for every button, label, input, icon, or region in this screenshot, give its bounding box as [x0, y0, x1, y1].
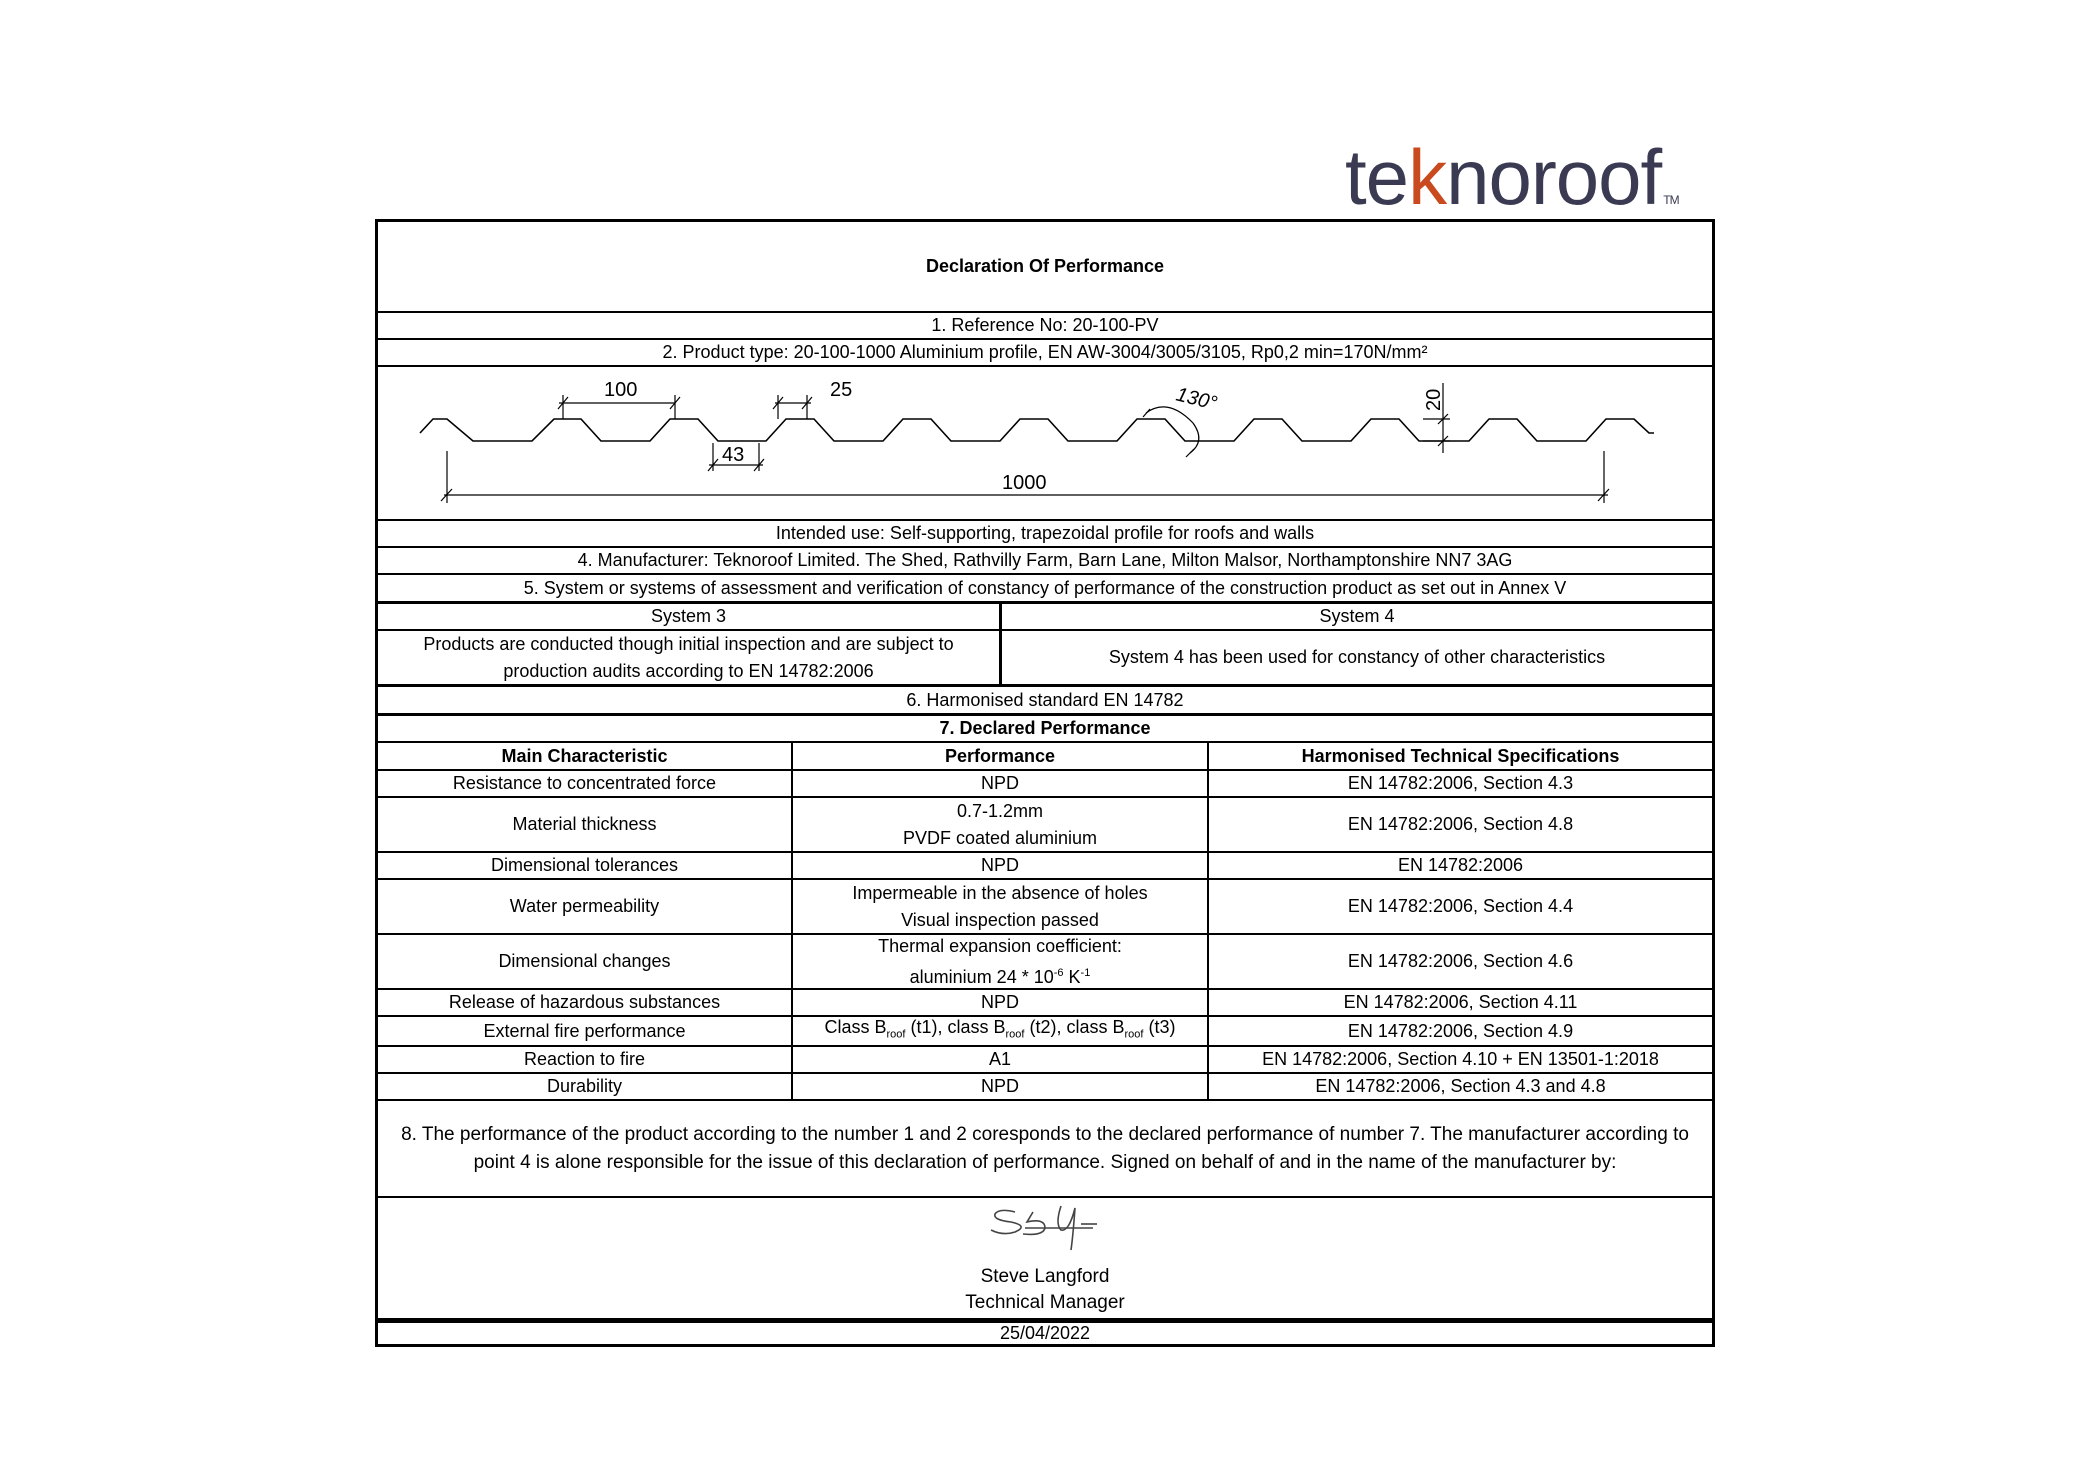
handwritten-signature-icon [985, 1198, 1105, 1260]
cell-characteristic: Release of hazardous substances [378, 990, 793, 1015]
manufacturer-row [378, 548, 1712, 575]
table-row [378, 771, 1712, 798]
cell-performance: NPD [793, 990, 1209, 1015]
teknoroof-logo: teknoroof TM [1345, 133, 1679, 221]
cell-specification: EN 14782:2006, Section 4.4 [1347, 896, 1574, 916]
system-3-text-line-2: production audits according to EN 14782:2006 [503, 660, 874, 681]
reference-row [378, 313, 1712, 340]
cell-characteristic: Material thickness [378, 798, 793, 851]
cell-specification: EN 14782:2006, Section 4.6 [1347, 951, 1574, 971]
cell-characteristic: Dimensional changes [378, 935, 793, 988]
profile-outline [420, 419, 1654, 441]
performance-table-header [378, 743, 1712, 771]
manufacturer-text: 4. Manufacturer: Teknoroof Limited. The Shed, Rathvilly Farm, Barn Lane, Milton Malsor, Northamptonshire NN7 3AG [577, 550, 1513, 570]
cell-specification: EN 14782:2006, Section 4.8 [1347, 814, 1574, 834]
cell-performance [793, 935, 1209, 988]
dim-pitch-label: 100 [604, 379, 638, 401]
cell-characteristic: Water permeability [378, 880, 793, 933]
cell-performance: NPD [793, 853, 1209, 878]
fire-performance-text: Class $B_{roof}$ (t1), class $B_{roof}$ (t2), class $B_{roof}$ (t3) [824, 1016, 1176, 1041]
system-4-label: System 4 [1319, 606, 1395, 626]
dim-top-label: 25 [830, 379, 853, 401]
system-heading-row [378, 575, 1712, 604]
product-type-row [378, 340, 1712, 367]
table-row [378, 1047, 1712, 1074]
dim-top-lines [773, 395, 812, 419]
cell-performance: NPD [793, 1074, 1209, 1099]
header-main-characteristic: Main Characteristic [378, 743, 793, 769]
table-row [378, 935, 1712, 990]
trapezoidal-profile-drawing [378, 367, 1712, 519]
cell-specification: EN 14782:2006, Section 4.10 + EN 13501-1:2018 [1262, 1049, 1659, 1069]
cell-characteristic: External fire performance [378, 1017, 793, 1045]
cell-characteristic: Durability [378, 1074, 793, 1099]
declaration-document [375, 219, 1715, 1347]
date-row [378, 1320, 1712, 1344]
cell-performance [793, 880, 1209, 933]
reference-text: 1. Reference No: 20-100-PV [931, 315, 1159, 335]
system-heading-text: 5. System or systems of assessment and verification of constancy of performance of the construction product as set out in Annex V [523, 577, 1567, 598]
intended-use-text: Intended use: Self-supporting, trapezoidal profile for roofs and walls [775, 523, 1315, 543]
profile-drawing-row [378, 367, 1712, 521]
system-4-description: System 4 has been used for constancy of other characteristics [1108, 647, 1606, 667]
performance-line-1: Thermal expansion coefficient: [878, 935, 1122, 956]
header-performance: Performance [793, 743, 1209, 769]
systems-label-row [378, 604, 1712, 631]
system-3-text-line-1: Products are conducted though initial inspection and are subject to [423, 633, 954, 654]
harmonised-standard-row [378, 687, 1712, 716]
cell-specification: EN 14782:2006, Section 4.3 and 4.8 [1315, 1076, 1606, 1096]
signatory-role: Technical Manager [965, 1292, 1125, 1313]
cell-characteristic: Reaction to fire [378, 1047, 793, 1072]
table-row [378, 1074, 1712, 1101]
performance-line-2: Visual inspection passed [901, 909, 1099, 930]
dim-angle-label: 130° [1173, 383, 1220, 415]
doc-title-row [378, 222, 1712, 313]
cell-performance: NPD [793, 771, 1209, 796]
table-row [378, 853, 1712, 880]
dim-bottom-label: 43 [722, 444, 745, 466]
signature-row [378, 1198, 1712, 1320]
cell-specification: EN 14782:2006, Section 4.9 [1347, 1020, 1574, 1041]
cell-performance: A1 [793, 1047, 1209, 1072]
performance-line-2: PVDF coated aluminium [902, 827, 1098, 848]
doc-title: Declaration Of Performance [925, 256, 1165, 276]
cell-specification: EN 14782:2006, Section 4.11 [1343, 992, 1578, 1012]
signatory-name: Steve Langford [980, 1266, 1110, 1287]
cell-characteristic: Resistance to concentrated force [378, 771, 793, 796]
statement-line-2: point 4 is alone responsible for the issue of this declaration of performance. Signed on behalf of and in the name of the manufacturer by: [473, 1151, 1617, 1173]
table-row [378, 1017, 1712, 1047]
system-3-label: System 3 [378, 604, 1002, 629]
performance-line-1: 0.7-1.2mm [956, 800, 1044, 821]
dim-height-label: 20 [1423, 388, 1445, 411]
system-3-description [378, 631, 1002, 684]
harmonised-standard-text: 6. Harmonised standard EN 14782 [906, 689, 1184, 710]
statement-line-1: 8. The performance of the product according to the number 1 and 2 coresponds to the declared performance of number 7. The manufacturer according to [401, 1123, 1689, 1145]
performance-line-1: Impermeable in the absence of holes [852, 882, 1148, 903]
declared-performance-row [378, 716, 1712, 743]
intended-use-row [378, 521, 1712, 548]
signature-date: 25/04/2022 [999, 1323, 1091, 1343]
cell-performance [793, 798, 1209, 851]
cell-specification: EN 14782:2006, Section 4.3 [1347, 773, 1574, 793]
dim-cover-label: 1000 [1002, 472, 1047, 494]
table-row [378, 880, 1712, 935]
dim-angle-lines [1143, 407, 1199, 457]
cell-performance [793, 1017, 1209, 1045]
declared-performance-heading: 7. Declared Performance [939, 718, 1151, 738]
performance-line-2: aluminium $24 * 10^{-6}$ $K^{-1}$ [909, 966, 1091, 987]
header-specifications: Harmonised Technical Specifications [1301, 745, 1620, 766]
product-type-text: 2. Product type: 20-100-1000 Aluminium profile, EN AW-3004/3005/3105, Rp0,2 min=170N/mm² [662, 342, 1428, 362]
cell-specification: EN 14782:2006 [1397, 855, 1524, 875]
table-row [378, 798, 1712, 853]
statement-row [378, 1101, 1712, 1198]
systems-text-row [378, 631, 1712, 687]
cell-characteristic: Dimensional tolerances [378, 853, 793, 878]
